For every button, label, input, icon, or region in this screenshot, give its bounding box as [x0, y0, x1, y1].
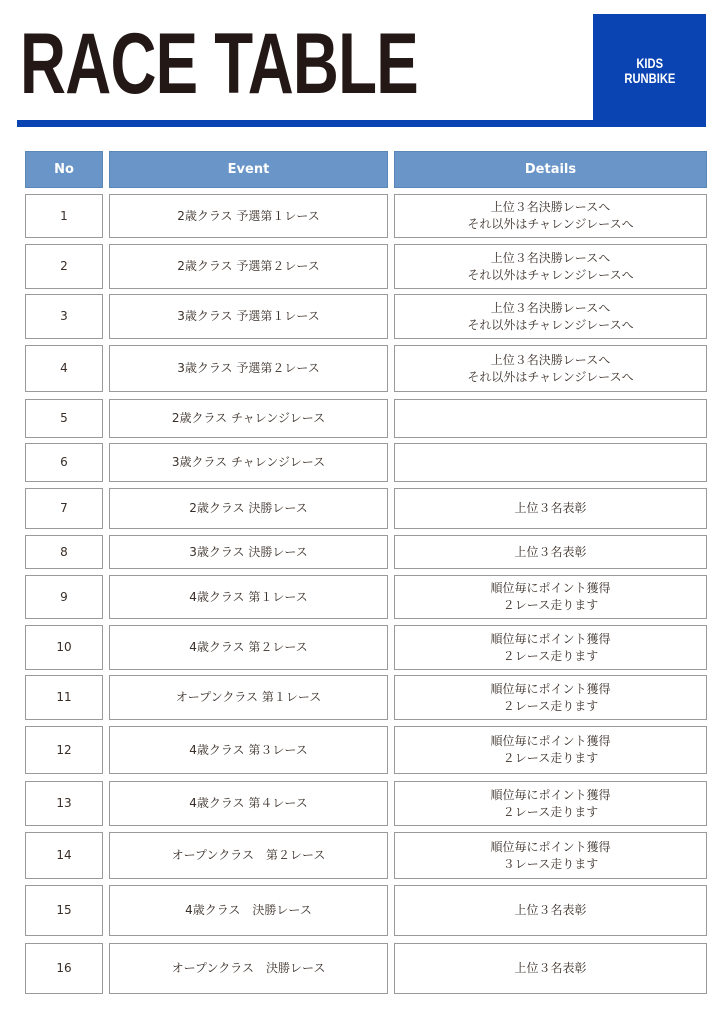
- row-number-cell: [25, 625, 103, 670]
- event-cell: [109, 625, 388, 670]
- row-number: 15: [56, 903, 72, 917]
- row-number: 10: [56, 640, 72, 654]
- details-line: それ以外はチャレンジレースへ: [467, 217, 634, 231]
- event-name: 2歳クラス チャレンジレース: [171, 411, 326, 425]
- row-number-cell: [25, 345, 103, 392]
- row-number: 8: [60, 544, 68, 559]
- row-number: 14: [56, 848, 72, 862]
- column-header-no: No: [25, 151, 103, 188]
- event-cell: [109, 535, 388, 569]
- row-number: 3: [60, 309, 68, 323]
- details-line: 順位毎にポイント獲得: [490, 581, 611, 595]
- row-number-cell: [25, 726, 103, 774]
- details-line: それ以外はチャレンジレースへ: [467, 369, 634, 384]
- details-line: 上位３名決勝レースへ: [490, 352, 611, 367]
- details-line: 上位３名表彰: [514, 961, 587, 975]
- details-line: 上位３名決勝レースへ: [490, 250, 611, 265]
- row-number-cell: [25, 443, 103, 482]
- row-number-cell: [25, 575, 103, 619]
- details-line: 上位３名決勝レースへ: [490, 200, 611, 214]
- details-line: ２レース走ります: [502, 698, 599, 713]
- details-cell: [394, 781, 707, 826]
- details-cell: [394, 488, 707, 529]
- row-number-cell: [25, 244, 103, 289]
- row-number-cell: [25, 675, 103, 720]
- row-number: 6: [60, 455, 68, 469]
- details-line: 上位３名表彰: [514, 903, 587, 917]
- event-name: 4歳クラス 第２レース: [189, 640, 308, 654]
- row-number: 4: [60, 361, 68, 375]
- event-name: オープンクラス 第１レース: [175, 690, 322, 704]
- event-cell: [109, 726, 388, 774]
- details-cell: [394, 294, 707, 339]
- event-name: 4歳クラス 第３レース: [189, 742, 308, 757]
- event-cell: [109, 943, 388, 994]
- row-number-cell: [25, 535, 103, 569]
- row-number-cell: [25, 294, 103, 339]
- details-line: 上位３名表彰: [514, 544, 587, 559]
- row-number: 16: [56, 961, 72, 975]
- event-cell: [109, 194, 388, 238]
- column-header-event: Event: [109, 151, 388, 188]
- row-number-cell: [25, 832, 103, 879]
- details-line: 順位毎にポイント獲得: [490, 631, 611, 646]
- badge-line-2: RUNBIKE: [623, 69, 676, 86]
- details-line: 順位毎にポイント獲得: [490, 734, 611, 748]
- row-number-cell: [25, 781, 103, 826]
- details-cell: [394, 625, 707, 670]
- details-line: それ以外はチャレンジレースへ: [467, 317, 634, 332]
- details-line: 順位毎にポイント獲得: [490, 681, 611, 696]
- row-number: 13: [56, 796, 72, 810]
- details-cell: [394, 726, 707, 774]
- event-name: 3歳クラス 予選第２レース: [177, 361, 320, 375]
- row-number: 12: [56, 742, 72, 757]
- row-number-cell: [25, 194, 103, 238]
- event-cell: [109, 675, 388, 720]
- kids-runbike-badge: [593, 14, 706, 127]
- event-name: 2歳クラス 予選第１レース: [177, 208, 320, 223]
- details-line: ２レース走ります: [502, 648, 599, 663]
- event-cell: [109, 488, 388, 529]
- details-line: 上位３名表彰: [514, 501, 587, 515]
- details-line: 順位毎にポイント獲得: [490, 839, 611, 854]
- details-line: ２レース走ります: [502, 598, 599, 612]
- details-line: ２レース走ります: [502, 751, 599, 765]
- details-cell: [394, 535, 707, 569]
- row-number: 9: [60, 589, 68, 604]
- event-cell: [109, 781, 388, 826]
- title-underline: [17, 120, 593, 127]
- row-number: 1: [60, 208, 68, 223]
- details-cell: [394, 399, 707, 438]
- event-name: 4歳クラス 第１レース: [189, 589, 308, 604]
- details-cell: [394, 575, 707, 619]
- details-cell: [394, 244, 707, 289]
- row-number-cell: [25, 943, 103, 994]
- event-cell: [109, 294, 388, 339]
- details-cell: [394, 443, 707, 482]
- event-name: オープンクラス 第２レース: [171, 848, 326, 862]
- details-line: ３レース走ります: [502, 856, 599, 871]
- column-header-details: Details: [394, 151, 707, 188]
- event-cell: [109, 885, 388, 936]
- event-cell: [109, 345, 388, 392]
- details-line: 上位３名決勝レースへ: [490, 300, 611, 315]
- details-line: 順位毎にポイント獲得: [490, 787, 611, 802]
- event-name: 4歳クラス 決勝レース: [185, 903, 312, 917]
- details-cell: [394, 345, 707, 392]
- badge-line-1: KIDS: [636, 54, 663, 71]
- row-number: 5: [60, 411, 68, 425]
- event-name: オープンクラス 決勝レース: [171, 961, 326, 975]
- event-cell: [109, 244, 388, 289]
- details-cell: [394, 885, 707, 936]
- row-number: 7: [60, 501, 68, 515]
- row-number-cell: [25, 399, 103, 438]
- details-cell: [394, 832, 707, 879]
- event-name: 3歳クラス チャレンジレース: [171, 455, 326, 469]
- event-name: 4歳クラス 第４レース: [189, 796, 308, 810]
- event-cell: [109, 443, 388, 482]
- details-line: それ以外はチャレンジレースへ: [467, 267, 634, 282]
- event-cell: [109, 832, 388, 879]
- details-cell: [394, 675, 707, 720]
- details-cell: [394, 194, 707, 238]
- event-name: 2歳クラス 決勝レース: [189, 501, 308, 515]
- event-cell: [109, 399, 388, 438]
- event-name: 3歳クラス 決勝レース: [189, 544, 308, 559]
- details-cell: [394, 943, 707, 994]
- details-line: ２レース走ります: [502, 804, 599, 819]
- event-cell: [109, 575, 388, 619]
- row-number: 2: [60, 259, 68, 273]
- page-title: RACE TABLE: [20, 16, 419, 112]
- row-number-cell: [25, 488, 103, 529]
- event-name: 2歳クラス 予選第２レース: [177, 259, 320, 273]
- row-number-cell: [25, 885, 103, 936]
- event-name: 3歳クラス 予選第１レース: [177, 309, 320, 323]
- row-number: 11: [56, 690, 72, 704]
